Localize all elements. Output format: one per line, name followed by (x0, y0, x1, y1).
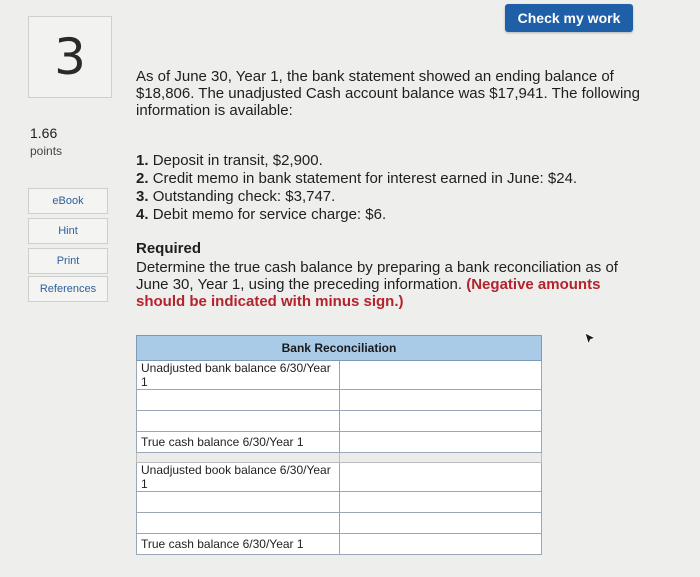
list-item (136, 170, 656, 188)
print-button[interactable]: Print (28, 248, 108, 274)
item-number: 3. (136, 188, 149, 205)
item-number: 2. (136, 170, 149, 187)
table-row (137, 492, 542, 513)
amount-input[interactable] (344, 469, 538, 486)
list-item (136, 188, 656, 206)
list-item (136, 206, 656, 224)
amount-cell (339, 534, 542, 555)
amount-cell (339, 411, 542, 432)
row-label: Unadjusted book balance 6/30/Year 1 (137, 463, 340, 492)
required-heading: Required (136, 240, 202, 257)
table-row (137, 361, 542, 390)
amount-input[interactable] (344, 536, 538, 553)
amount-cell (339, 361, 542, 390)
references-button[interactable]: References (28, 276, 108, 302)
label-input[interactable] (141, 494, 335, 511)
table-row (137, 534, 542, 555)
label-cell (137, 390, 340, 411)
amount-cell (339, 390, 542, 411)
table-row (137, 432, 542, 453)
table-row (137, 513, 542, 534)
question-number: 3 (28, 16, 112, 98)
check-my-work-button[interactable]: Check my work (505, 4, 633, 32)
row-label: True cash balance 6/30/Year 1 (137, 534, 340, 555)
amount-cell (339, 432, 542, 453)
label-input[interactable] (141, 392, 335, 409)
amount-input[interactable] (344, 515, 538, 532)
label-input[interactable] (141, 413, 335, 430)
points-value: 1.66 (30, 125, 58, 141)
spacer-row (137, 453, 542, 463)
item-number: 4. (136, 206, 149, 223)
bank-reconciliation-table (136, 335, 542, 555)
amount-cell (339, 463, 542, 492)
list-item (136, 152, 656, 170)
item-number: 1. (136, 152, 149, 169)
amount-input[interactable] (344, 494, 538, 511)
table-row (137, 463, 542, 492)
amount-input[interactable] (344, 413, 538, 430)
problem-intro: As of June 30, Year 1, the bank statement showed an ending balance of $18,806. The unadjusted Cash account balance was $17,941. The following information is available: (136, 68, 640, 119)
table-title: Bank Reconciliation (137, 336, 542, 361)
table-row (137, 390, 542, 411)
label-cell (137, 411, 340, 432)
amount-cell (339, 492, 542, 513)
row-label: True cash balance 6/30/Year 1 (137, 432, 340, 453)
required-text (136, 259, 646, 310)
label-cell (137, 513, 340, 534)
hint-button[interactable]: Hint (28, 218, 108, 244)
label-input[interactable] (141, 515, 335, 532)
amount-input[interactable] (344, 392, 538, 409)
table-row (137, 411, 542, 432)
spacer-cell (339, 453, 542, 463)
label-cell (137, 492, 340, 513)
amount-cell (339, 513, 542, 534)
negative-amounts-note: (Negative amounts should be indicated with minus sign.) (136, 276, 601, 310)
amount-input[interactable] (344, 367, 538, 384)
mouse-pointer-icon (584, 332, 596, 346)
item-text: Credit memo in bank statement for interest earned in June: $24. (152, 170, 578, 187)
item-text: Outstanding check: $3,747. (152, 188, 336, 205)
required-instructions: Determine the true cash balance by preparing a bank reconciliation as of June 30, Year 1, using the preceding information. (136, 259, 618, 293)
amount-input[interactable] (344, 434, 538, 451)
item-text: Deposit in transit, $2,900. (152, 152, 323, 169)
spacer-cell (137, 453, 340, 463)
ebook-button[interactable]: eBook (28, 188, 108, 214)
item-text: Debit memo for service charge: $6. (152, 206, 387, 223)
row-label: Unadjusted bank balance 6/30/Year 1 (137, 361, 340, 390)
points-label: points (30, 144, 63, 158)
info-list (136, 152, 656, 224)
